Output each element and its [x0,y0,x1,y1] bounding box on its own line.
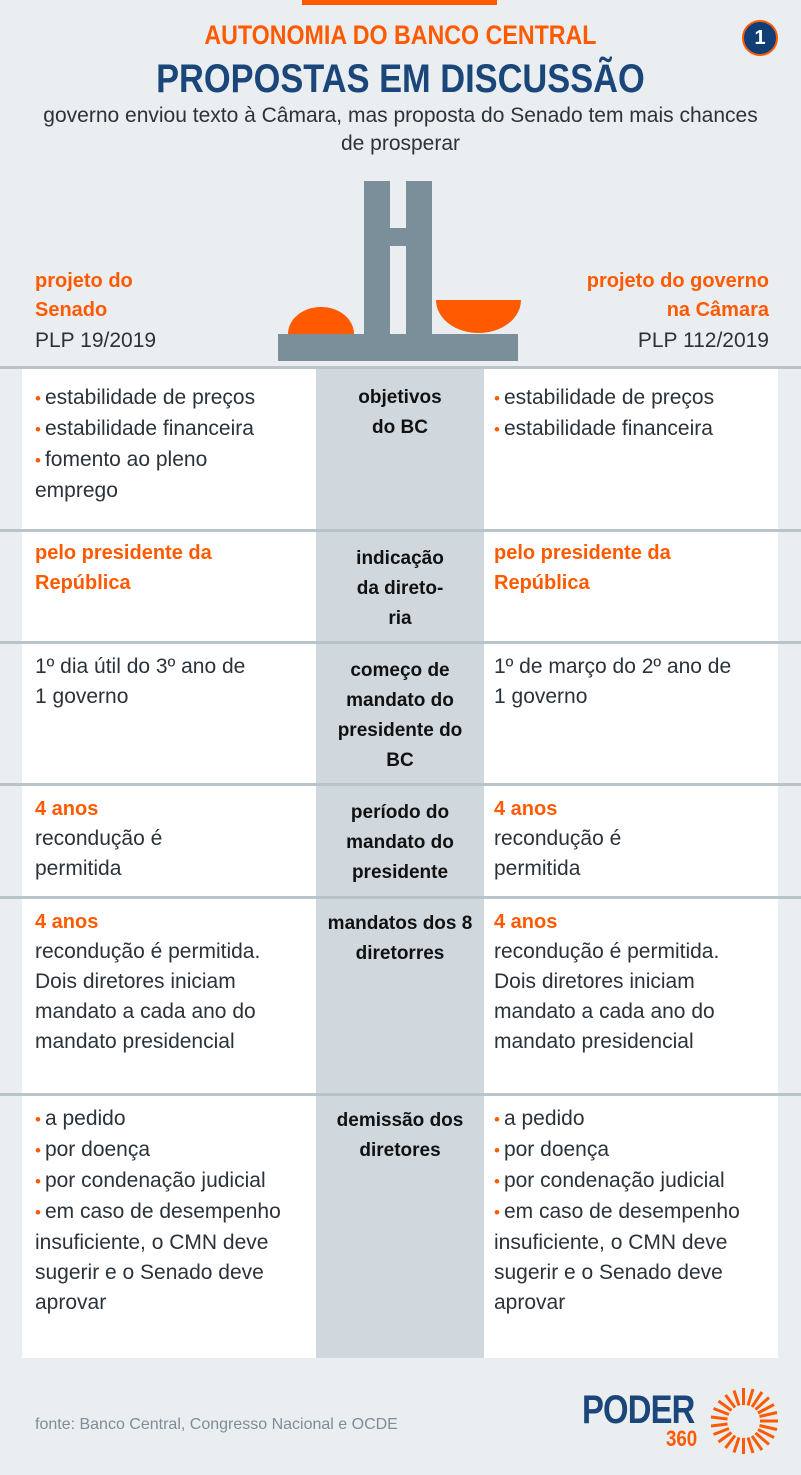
bullet-icon: • [494,420,500,439]
topic-cell [316,1096,484,1358]
chamber-project-name-line1: projeto do governo [586,270,769,292]
topic-cell [316,532,484,641]
highlight-text: 4 anos [35,798,99,820]
cell-text: recondução é permitida [35,827,163,880]
page-title: PROPOSTAS EM DISCUSSÃO [156,57,645,101]
topic-label: indicação da direto-ria [356,548,444,629]
senate-cell [22,1096,316,1358]
list-item: • por condenação judicial [35,1169,266,1192]
topic-label: período do mandato do presidente [346,802,454,883]
list-item: • a pedido [35,1107,126,1130]
cell-text: recondução é permitida [494,827,622,880]
list-item: • em caso de desempenho insuficiente, o CMN deve sugerir e o Senado deve aprovar [494,1200,740,1314]
cell-text: 1º dia útil do 3º ano de 1 governo [35,655,246,708]
chamber-project-code: PLP 112/2019 [637,329,769,352]
list-item: • por doença [494,1138,610,1161]
list-item: • fomento ao pleno emprego [35,448,208,502]
topic-cell [316,369,484,529]
senate-cell [22,786,316,896]
list-item: • estabilidade de preços [35,386,256,409]
sunburst-icon [710,1388,780,1454]
list-item: • estabilidade financeira [494,417,713,440]
highlight-text: 4 anos [35,911,99,933]
list-item: • em caso de desempenho insuficiente, o CMN deve sugerir e o Senado deve aprovar [35,1200,281,1314]
table-row-periodo-mandato [0,786,801,896]
bullet-icon: • [494,1110,500,1129]
bullet-icon: • [494,389,500,408]
bullet-icon: • [494,1203,500,1222]
topic-label: mandatos dos 8 diretorres [327,913,473,964]
highlight-text: pelo presidente da República [494,542,671,594]
senate-project-header [35,267,275,356]
comparison-table [0,366,801,1358]
table-row-objetivos [0,369,801,529]
logo-wordmark: PODER [582,1388,695,1432]
page-number-badge: 1 [742,20,778,56]
bullet-icon: • [494,1172,500,1191]
list-item: • a pedido [494,1107,585,1130]
senate-project-name: projeto do Senado [35,270,133,321]
senate-cell [22,532,316,641]
bullet-icon: • [35,389,41,408]
chamber-cell [484,644,778,783]
top-accent-bar [302,0,497,5]
kicker-heading: AUTONOMIA DO BANCO CENTRAL [204,20,597,50]
bullet-icon: • [35,1141,41,1160]
list-item: • por condenação judicial [494,1169,725,1192]
bullet-icon: • [35,1172,41,1191]
highlight-text: pelo presidente da República [35,542,212,594]
topic-cell [316,786,484,896]
topic-label: começo de mandato do presidente do BC [337,660,463,771]
table-row-demissao [0,1096,801,1358]
cell-text: recondução é permitida. Dois diretores iniciam mandato a cada ano do mandato presidencial [494,940,720,1053]
highlight-text: 4 anos [494,911,558,933]
highlight-text: 4 anos [494,798,558,820]
bullet-icon: • [35,420,41,439]
topic-cell [316,644,484,783]
bullet-icon: • [35,451,41,470]
cell-text: recondução é permitida. Dois diretores iniciam mandato a cada ano do mandato presidencial [35,940,261,1053]
bullet-icon: • [35,1110,41,1129]
logo-number: 360 [666,1426,698,1451]
chamber-cell [484,532,778,641]
list-item: • por doença [35,1138,151,1161]
topic-label: objetivos do BC [358,387,442,438]
chamber-cell [484,786,778,896]
list-item: • estabilidade de preços [494,386,715,409]
poder360-logo [582,1388,782,1458]
senate-cell [22,899,316,1093]
table-row-indicacao [0,532,801,641]
chamber-cell [484,369,778,529]
cell-text: 1º de março do 2º ano de 1 governo [494,655,732,708]
bullet-icon: • [494,1141,500,1160]
list-item: • estabilidade financeira [35,417,254,440]
topic-label: demissão dos diretores [336,1110,464,1161]
chamber-cell [484,899,778,1093]
topic-cell [316,899,484,1093]
senate-cell [22,369,316,529]
source-note: fonte: Banco Central, Congresso Nacional e OCDE [35,1416,398,1433]
subtitle: governo enviou texto à Câmara, mas proposta do Senado tem mais chances de prosperar [43,104,758,155]
bullet-icon: • [35,1203,41,1222]
senate-project-code: PLP 19/2019 [35,329,157,352]
table-row-comeco-mandato [0,644,801,783]
chamber-project-name-line2: na Câmara [666,299,769,321]
congresso-nacional-icon [278,181,522,362]
table-row-mandatos-diretores [0,899,801,1093]
chamber-project-header [520,267,769,356]
senate-cell [22,644,316,783]
chamber-cell [484,1096,778,1358]
